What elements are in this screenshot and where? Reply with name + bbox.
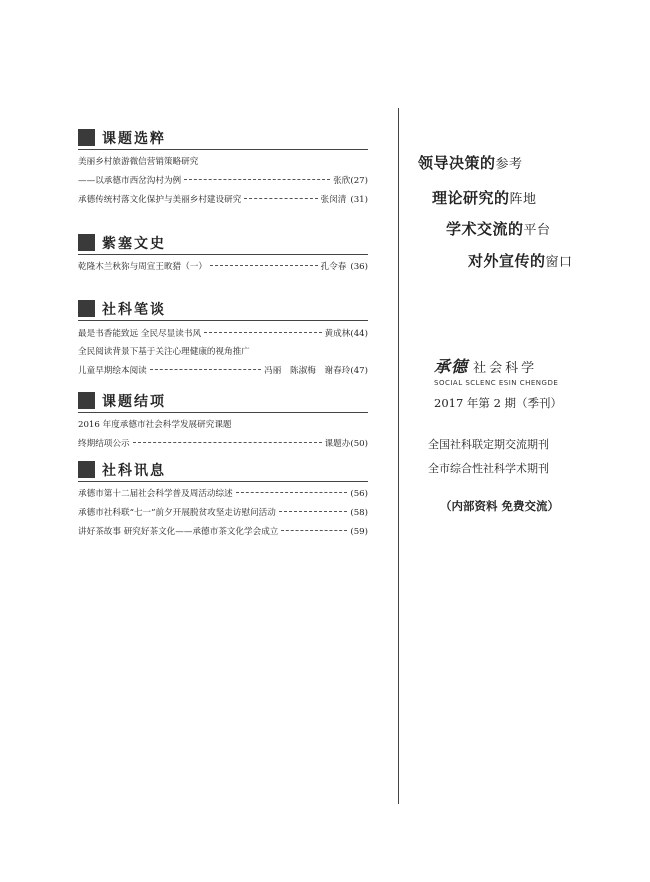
entry-page: (27) (350, 176, 368, 186)
section-marker-icon (78, 129, 95, 146)
entry-author: 张欣 (333, 176, 351, 186)
entry-title: 最是书香能致远 全民尽显读书风 (78, 329, 202, 339)
entry-page: (56) (350, 489, 368, 499)
toc-entry[interactable] (78, 328, 368, 347)
entry-page: (36) (350, 262, 368, 272)
section-marker-icon (78, 300, 95, 317)
entry-page: (31) (350, 195, 368, 205)
entry-title: 承德市第十二届社会科学普及周活动综述 (78, 489, 233, 499)
toc-entry[interactable] (78, 419, 368, 457)
leader-dots (150, 369, 261, 370)
section-title: 紫塞文史 (102, 236, 166, 252)
entry-page: (47) (350, 366, 368, 376)
section-title: 社科笔谈 (102, 302, 166, 318)
section-title: 社科讯息 (102, 463, 166, 479)
entry-title: 全民阅读背景下基于关注心理健康的视角推广 (78, 347, 250, 357)
slogan-line (446, 218, 551, 239)
entry-author: 黄成林 (324, 329, 351, 339)
leader-dots (279, 511, 347, 512)
journal-logo (434, 354, 594, 387)
leader-dots (210, 265, 318, 266)
slogan-line (468, 250, 573, 271)
section-title: 课题结项 (102, 394, 166, 410)
slogan-light: 参考 (495, 157, 523, 172)
leader-dots (184, 179, 330, 180)
slogan-light: 阵地 (509, 192, 537, 207)
entry-author: 孔令春 (320, 262, 347, 272)
toc-entry[interactable] (78, 156, 368, 194)
journal-english-name: SOCIAL SCLENC ESIN CHENGDE (434, 379, 559, 387)
logo-mark: 承德 (434, 357, 469, 376)
slogan-light: 窗口 (545, 255, 573, 270)
entry-page: (50) (350, 439, 368, 449)
slogan-bold: 理论研究的 (432, 189, 510, 207)
section-rule (78, 149, 368, 150)
toc-entry[interactable] (78, 194, 368, 213)
entry-author: 张闵清 (320, 195, 347, 205)
info-line: 全国社科联定期交流期刊 (428, 438, 549, 451)
entry-page: (58) (350, 508, 368, 518)
toc-entry[interactable] (78, 488, 368, 507)
vertical-divider (398, 108, 399, 804)
entry-title: 承德传统村落文化保护与美丽乡村建设研究 (78, 195, 242, 205)
info-line: 全市综合性社科学术期刊 (428, 462, 549, 475)
leader-dots (281, 530, 347, 531)
leader-dots (204, 332, 322, 333)
entry-subtitle: 儿童早期绘本阅读 (78, 366, 147, 376)
section-rule (78, 412, 368, 413)
slogan-bold: 对外宣传的 (468, 252, 546, 270)
leader-dots (244, 198, 317, 199)
entry-author: 冯丽 陈淑梅 谢春玲 (264, 366, 351, 376)
circulation-note: （内部资料 免费交流） (440, 499, 560, 513)
entry-page: (44) (350, 329, 368, 339)
entry-author: 课题办 (324, 439, 351, 449)
section-rule (78, 254, 368, 255)
section-rule (78, 320, 368, 321)
section-marker-icon (78, 461, 95, 478)
issue-number: 2017 年第 2 期（季刊） (434, 396, 563, 410)
leader-dots (133, 442, 322, 443)
toc-entry[interactable] (78, 507, 368, 526)
entry-subtitle: 终期结项公示 (78, 439, 130, 449)
slogan-line (432, 187, 537, 208)
toc-entry[interactable] (78, 261, 368, 280)
slogan-bold: 学术交流的 (446, 220, 524, 238)
entry-title: 承德市社科联“七一”前夕开展脱贫攻坚走访慰问活动 (78, 508, 276, 518)
entry-title: 美丽乡村旅游微信营销策略研究 (78, 157, 199, 167)
slogan-line (418, 152, 523, 173)
section-marker-icon (78, 234, 95, 251)
slogan-light: 平台 (523, 223, 551, 238)
toc-entry[interactable] (78, 346, 368, 384)
entry-page: (59) (350, 527, 368, 537)
leader-dots (236, 492, 348, 493)
section-rule (78, 481, 368, 482)
section-marker-icon (78, 392, 95, 409)
journal-name: 社会科学 (473, 361, 538, 376)
entry-title: 讲好茶故事 研究好茶文化——承德市茶文化学会成立 (78, 527, 279, 537)
slogan-bold: 领导决策的 (418, 154, 496, 172)
section-title: 课题选粹 (102, 131, 166, 147)
entry-title: 乾隆木兰秋狝与周宣王畋猎（一） (78, 262, 207, 272)
toc-entry[interactable] (78, 526, 368, 545)
entry-title: 2016 年度承德市社会科学发展研究课题 (78, 420, 232, 430)
entry-subtitle: ——以承德市西岔沟村为例 (78, 176, 182, 186)
